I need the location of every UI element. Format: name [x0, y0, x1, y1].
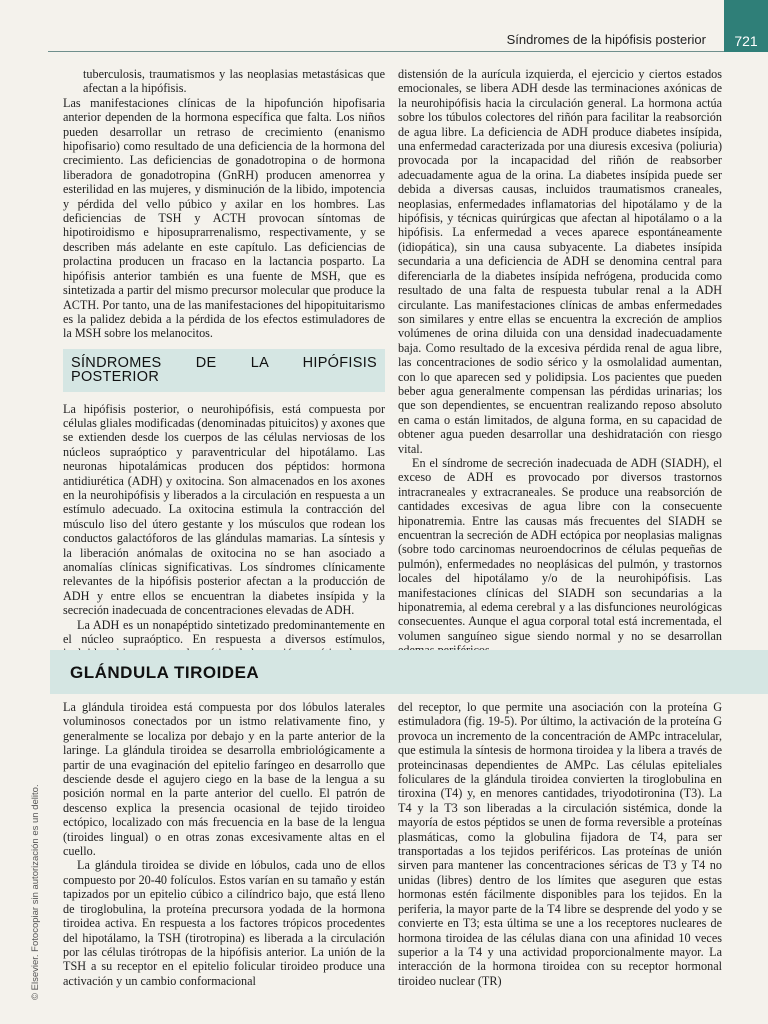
- paragraph: La ADH es un nonapéptido sintetizado predominantemente en el núcleo supraóptico. En respuesta a diversos estímulos,: [63, 617, 385, 647]
- paragraph: distensión de la aurícula izquierda, el ejercicio y ciertos estados emocionales, se libera ADH desde las terminaciones axónicas de la neurohipófisis hacia la circulación general. La hormona actúa sobre los túbulos colectores del riñón para facilitar la reabsorción de agua libre. La deficiencia de ADH produce diabetes insípida, una enfermedad caracterizada por una diuresis excesiva (poliuria) provocada por la incapacidad del riñón de reabsorber adecuadamente agua de la orina. La diabetes insípida puede ser debida a diversas causas, incluidos traumatismos craneales, neoplasias, enfermedades inflamatorias del hipotálamo y de la hipófisis, y técnicas quirúrgicas que afectan al hipotálamo o a la hipófisis. La enfermedad a veces aparece espontáneamente (idiopática), sin una causa subyacente. La diabetes insípida secundaria a una deficiencia de ADH se denomina central para diferenciarla de la diabetes insípida nefrógena, producida como resultado de una falta de respuesta tubular renal a la ADH circulante. Las manifestaciones clínicas de ambas enfermedades son similares y entre ellas se encuentra la excreción de amplios volúmenes de orina diluida con una densidad inadecuadamente baja. Como resultado de la excesiva pérdida renal de agua libre, las concentraciones de sodio sérico y la osmolalidad aumentan, con lo que aparecen sed y polidipsia. Los pacientes que pueden beber agua generalmente compensan las pérdidas urinarias; los que son dependientes, se encuentran realizando reposo absoluto en cama o están limitados, de alguna forma, en su capacidad de obtener agua pueden desarrollar una deshidratación con riesgo vital.: [398, 67, 722, 456]
- page-header: [0, 30, 768, 52]
- right-bottom-column: [398, 700, 722, 988]
- section-heading: SÍNDROMES DE LA HIPÓFISIS POSTERIOR: [63, 349, 385, 392]
- paragraph: La glándula tiroidea se divide en lóbulos, cada uno de ellos compuesto por 20-40 folículos. Estos varían en su tamaño y están tapizados por un epitelio cúbico a cilíndrico bajo, que está lleno de tiroglobulina, la proteína precursora yodada de la hormona tiroidea activa. En respuesta a los factores trópicos procedentes del hipotálamo, la TSH (tirotropina) es liberada a la circulación por las células tirótropas de la hipófisis anterior. La unión de la TSH a su receptor en el epitelio folicular tiroideo produce una activación y un cambio conformacional: [63, 858, 385, 988]
- paragraph: En el síndrome de secreción inadecuada de ADH (SIADH), el exceso de ADH es provocado por diversos trastornos intracraneales y extracraneales. Se produce una reabsorción de cantidades excesivas de agua libre con la consecuente hiponatremia. Entre las causas más frecuentes del SIADH se encuentran la secreción de ADH ectópica por neoplasias malignas (sobre todo carcinomas neuroendocrinos de células pequeñas de pulmón), enfermedades no neoplásicas del pulmón, y trastornos locales del hipotálamo y/o de la neurohipófisis. Las manifestaciones clínicas del SIADH son secundarias a la hiponatremia, al edema cerebral y a las disfunciones neurológicas consecuentes. Aunque el agua corporal total está incrementada, el volumen sanguíneo sigue siendo normal y no se desarrollan: [398, 455, 722, 643]
- paragraph: del receptor, lo que permite una asociación con la proteína G estimuladora (fig. 19-5). Por último, la activación de la proteína G provoca un incremento de la concentración de AMPc intracelular, que estimula la síntesis de hormona tiroidea y la libera a través de proteincinasas dependientes de AMPc. Las células epiteliales foliculares de la glándula tiroidea convierten la tiroglobulina en tiroxina (T4) y, en menores cantidades, triyodotironina (T3). La T4 y la T3 son liberadas a la circulación sistémica, donde la mayoría de estos péptidos se unen de forma reversible a proteínas plasmáticas, como la globulina fijadora de T4, para ser transportadas a los tejidos periféricos. Las proteínas de unión sirven para mantener las concentraciones séricas de T3 y T4 no unidas (libres) dentro de los límites que aseguren que estas hormonas estén fácilmente disponibles para los tejidos. En la periferia, la mayor parte de la T4 libre se desprende del yodo y se convierte en T3; esta última se une a los receptores nucleares de hormona tiroidea de las células diana con una afinidad 10 veces superior a la T4 y una actividad proporcionalmente mayor. La interacción de la hormona tiroidea con su receptor hormonal tiroideo nuclear (TR): [398, 700, 722, 988]
- header-rule: [48, 51, 768, 52]
- running-header-title: Síndromes de la hipófisis posterior: [506, 32, 706, 47]
- section-title: GLÁNDULA TIROIDEA: [70, 663, 260, 682]
- paragraph: La hipófisis posterior, o neurohipófisis, está compuesta por células gliales modificadas (denominadas pituicitos) y axones que se extienden desde los cuerpos de las células nerviosas de los núcleos supraóptico y paraventricular del hipotálamo. Las neuronas hipotalámicas producen dos péptidos: hormona antidiurética (ADH) y oxitocina. Son almacenados en los axones en la neurohipófisis y liberados a la circulación en respuesta a un estímulo adecuado. La oxitocina estimula la contracción del músculo liso del útero gestante y los músculos que rodean los conductos galactóforos de las glándulas mamarias. La síntesis y la liberación anómalas de oxitocina no se han asociado a anomalías clínicas significativas. Los síndromes clínicamente relevantes de la hipófisis posterior afectan a la producción de ADH y entre ellos se encuentran la diabetes insípida y la secreción inadecuada de concentraciones elevadas de ADH.: [63, 401, 385, 618]
- left-top-column: [63, 67, 385, 661]
- paragraph: tuberculosis, traumatismos y las neoplasias metastásicas que afectan a la hipófisis.: [83, 67, 385, 96]
- copyright-note: © Elsevier. Fotocopiar sin autorización es un delito.: [30, 784, 41, 1000]
- page-number: 721: [724, 0, 768, 52]
- left-bottom-column: [63, 700, 385, 988]
- section-banner: [50, 650, 768, 694]
- right-top-column: [398, 67, 722, 658]
- paragraph: Las manifestaciones clínicas de la hipofunción hipofisaria anterior dependen de la hormona específica que falta. Los niños pueden desarrollar un retraso de crecimiento (enanismo hipofisario) como resultado de una deficiencia de la hormona del crecimiento. Las deficiencias de gonadotropina o de hormona liberadora de gonadotropina (GnRH) producen amenorrea y esterilidad en las mujeres, y disminución de la libido, impotencia y pérdida del vello púbico y axilar en los hombres. Las deficiencias de TSH y ACTH provocan síntomas de hipotiroidismo e hiposuprarrenalismo, respectivamente, y se describen más adelante en este capítulo. Las deficiencias de prolactina producen un fracaso en la lactancia posparto. La hipófisis anterior también es una fuente de MSH, que es sintetizada a partir del mismo precursor molecular que produce la ACTH. Por tanto, una de las manifestaciones del hipopituitarismo es la palidez debida a la pérdida de los efectos estimuladores de la MSH sobre los melanocitos.: [63, 95, 385, 341]
- paragraph: La glándula tiroidea está compuesta por dos lóbulos laterales voluminosos conectados por un istmo relativamente fino, y generalmente se localiza por debajo y en la parte anterior de la laringe. La glándula tiroidea se desarrolla embriológicamente a partir de una evaginación del epitelio faríngeo en desarrollo que desciende desde el agujero ciego en la base de la lengua a su posición normal en la parte anterior del cuello. El patrón de descenso explica la presencia ocasional de tejido tiroideo ectópico, localizado con más frecuencia en la base de la lengua (tiroides lingual) o en otras zonas excesivamente altas en el cuello.: [63, 700, 385, 859]
